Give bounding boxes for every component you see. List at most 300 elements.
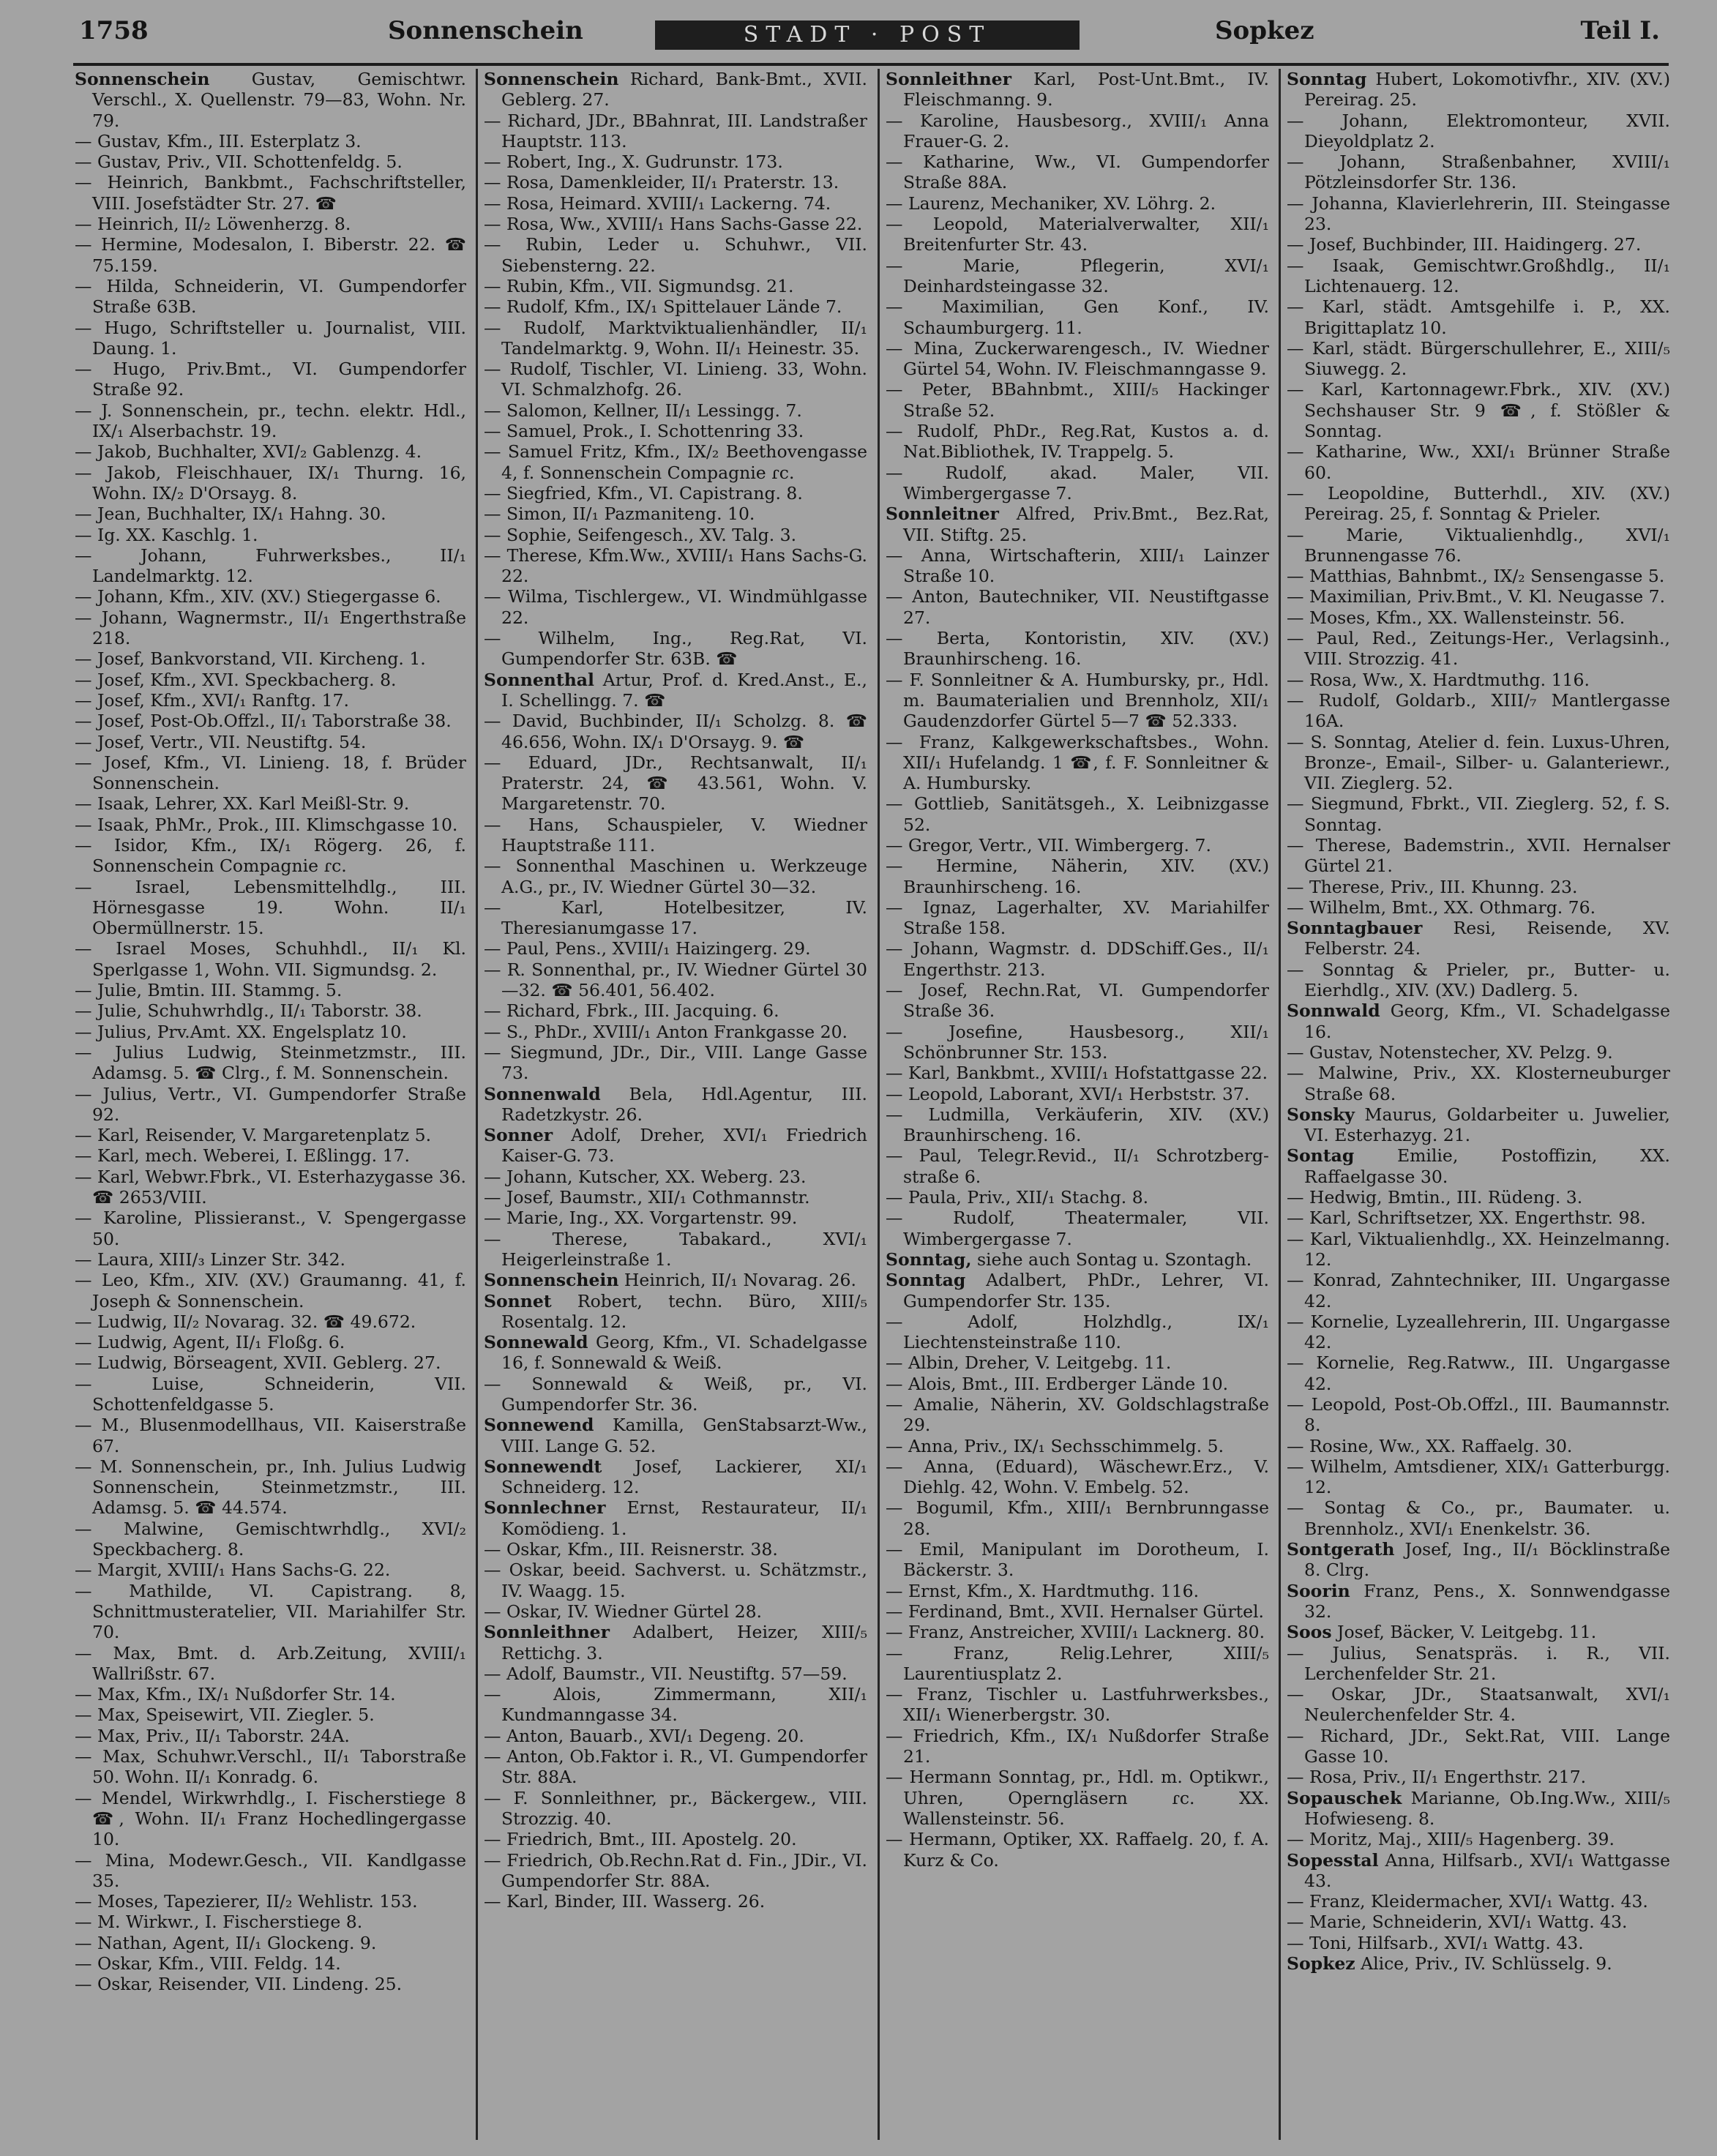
entry-text: — Matthias, Bahnbmt., IX/₂ Sensengasse 5. (1287, 566, 1665, 587)
directory-entry (484, 670, 867, 711)
entry-surname: Sonntag, (886, 1249, 972, 1270)
entry-surname: Sopauschek (1287, 1787, 1402, 1808)
entry-text: — Paul, Red., Zeitungs-Her., Verlagsinh., VIII. Strozzig. 41. (1287, 628, 1670, 670)
entry-text: — Margit, XVIII/₁ Hans Sachs-G. 22. (75, 1560, 391, 1581)
directory-entry (1287, 835, 1670, 877)
entry-text: — Anton, Ob.Faktor i. R., VI. Gumpendorfer Str. 88A. (484, 1746, 867, 1788)
directory-entry (75, 1684, 466, 1704)
entry-text: Josef, Ing., II/₁ Böcklinstraße 8. Clrg. (1304, 1539, 1670, 1581)
entry-surname: Sopesstal (1287, 1849, 1379, 1871)
directory-entry (484, 276, 867, 296)
directory-entry (1287, 586, 1670, 607)
directory-entry (75, 1456, 466, 1519)
directory-entry (886, 214, 1269, 255)
directory-entry (1287, 1063, 1670, 1104)
entry-text: — Josefine, Hausbesorg., XII/₁ Schönbrunner Str. 153. (886, 1021, 1269, 1063)
entry-text: — Sophie, Seifengesch., XV. Talg. 3. (484, 524, 797, 545)
directory-entry (886, 193, 1269, 214)
entry-text: — Karl, städt. Amtsgehilfe i. P., XX. Brigittaplatz 10. (1287, 296, 1670, 338)
entry-text: — Anton, Bauarb., XVI/₁ Degeng. 20. (484, 1725, 804, 1746)
entry-text: — Leopold, Post-Ob.Offzl., III. Baumannstr. 8. (1287, 1394, 1670, 1436)
directory-entry (1287, 255, 1670, 297)
entry-text: — Rubin, Leder u. Schuhwr., VII. Siebensterng. 22. (484, 234, 867, 276)
directory-entry (75, 1084, 466, 1126)
entry-text: — David, Buchbinder, II/₁ Scholzg. 8. ☎ 46.656, Wohn. IX/₁ D'Orsayg. 9. ☎ (484, 711, 867, 752)
entry-text: — Hermine, Modesalon, I. Biberstr. 22. ☎ 75.159. (75, 234, 466, 276)
directory-entry (75, 545, 466, 587)
directory-entry (1287, 1539, 1670, 1581)
directory-entry (886, 628, 1269, 670)
entry-text: — Israel Moses, Schuhhdl., II/₁ Kl. Sperlgasse 1, Wohn. VII. Sigmundsg. 2. (75, 938, 466, 980)
entry-text: — Franz, Relig.Lehrer, XIII/₅ Laurentiusplatz 2. (886, 1642, 1269, 1684)
entry-text: — Luise, Schneiderin, VII. Schottenfeldgasse 5. (75, 1373, 466, 1415)
entry-text: — Samuel Fritz, Kfm., IX/₂ Beethovengasse 4, f. Sonnenschein Compagnie ɾc. (484, 441, 867, 483)
entry-text: — Malwine, Gemischtwrhdlg., XVI/₂ Speckbacherg. 8. (75, 1518, 466, 1560)
entry-text: — Israel, Lebensmittelhdlg., III. Hörnesgasse 19. Wohn. II/₁ Obermüllnerstr. 15. (75, 876, 466, 939)
directory-entry (75, 234, 466, 276)
directory-entry (75, 1746, 466, 1788)
directory-entry (75, 172, 466, 214)
directory-entry (886, 1208, 1269, 1249)
entry-text: — Wilhelm, Bmt., XX. Othmarg. 76. (1287, 897, 1596, 918)
directory-entry (1287, 1643, 1670, 1685)
directory-entry (1287, 1891, 1670, 1912)
entry-text: — Rosa, Priv., II/₁ Engerthstr. 217. (1287, 1767, 1587, 1788)
section-banner: STADT · POST (655, 20, 1080, 50)
directory-entry (484, 1663, 867, 1684)
directory-entry (484, 1850, 867, 1892)
entry-text: — Hilda, Schneiderin, VI. Gumpendorfer Straße 63B. (75, 275, 466, 318)
entry-text: — Julius, Prv.Amt. XX. Engelsplatz 10. (75, 1021, 407, 1042)
entry-text: — Karl, Kartonnagewr.Fbrk., XIV. (XV.) Sechshauser Str. 9 ☎, f. Stößler & Sonntag. (1287, 379, 1670, 442)
directory-entry (886, 1456, 1269, 1498)
entry-text: — Adolf, Baumstr., VII. Neustiftg. 57—59. (484, 1663, 848, 1684)
entry-text: Josef, Lackierer, XI/₁ Schneiderg. 12. (501, 1456, 867, 1498)
entry-text: — Sontag & Co., pr., Baumater. u. Brennholz., XVI/₁ Enenkelstr. 36. (1287, 1497, 1670, 1539)
entry-text: — Ignaz, Lagerhalter, XV. Mariahilfer Straße 158. (886, 897, 1269, 939)
entry-text: — Ig. XX. Kaschlg. 1. (75, 524, 258, 545)
entry-text: — F. Sonnleitner & A. Humbursky, pr., Hdl. m. Baumaterialien und Brennholz, XII/₁ Gaudenzdorfer Gürtel 5—7 ☎ 52.333. (886, 669, 1269, 732)
entry-surname: Sonnet (484, 1290, 552, 1311)
entry-text: — Richard, JDr., Sekt.Rat, VIII. Lange Gasse 10. (1287, 1725, 1670, 1767)
directory-entry (484, 1415, 867, 1456)
entry-text: — Josef, Vertr., VII. Neustiftg. 54. (75, 731, 367, 752)
entry-text: — Gregor, Vertr., VII. Wimbergerg. 7. (886, 834, 1211, 856)
entry-text: — Friedrich, Ob.Rechn.Rat d. Fin., JDir., VI. Gumpendorfer Str. 88A. (484, 1849, 867, 1891)
entry-text: — Isaak, Lehrer, XX. Karl Meißl-Str. 9. (75, 793, 410, 815)
entry-text: Adalbert, Heizer, XIII/₅ Rettichg. 3. (501, 1622, 867, 1663)
entry-surname: Sonnenwald (484, 1083, 601, 1104)
entry-text: Heinrich, II/₁ Novarag. 26. (618, 1270, 856, 1291)
entry-text: — Wilhelm, Amtsdiener, XIX/₁ Gatterburgg. 12. (1287, 1456, 1670, 1498)
entry-text: — Rosa, Ww., XVIII/₁ Hans Sachs-Gasse 22. (484, 214, 863, 235)
entry-text: Georg, Kfm., VI. Schadelgasse 16, f. Sonnewald & Weiß. (501, 1332, 867, 1374)
directory-entry (484, 1829, 867, 1849)
entry-text: — Johann, Wagnermstr., II/₁ Engerthstraße 218. (75, 607, 466, 649)
directory-entry (1287, 1933, 1670, 1953)
directory-entry (1287, 690, 1670, 732)
entry-text: — F. Sonnleithner, pr., Bäckergew., VIII. Strozzig. 40. (484, 1787, 867, 1829)
part-label: Teil I. (1580, 16, 1660, 45)
entry-text: — Julie, Schuhwrhdlg., II/₁ Taborstr. 38. (75, 1000, 422, 1022)
entry-text: — S., PhDr., XVIII/₁ Anton Frankgasse 20. (484, 1021, 848, 1042)
entry-text: — Moritz, Maj., XIII/₅ Hagenberg. 39. (1287, 1829, 1615, 1850)
entry-surname: Sonnenthal (484, 669, 594, 690)
directory-entry (1287, 732, 1670, 794)
directory-entry (484, 1726, 867, 1746)
entry-text: Kamilla, GenStabsarzt-Ww., VIII. Lange G. 52. (501, 1415, 867, 1456)
entry-text: — Josef, Kfm., XVI/₁ Ranftg. 17. (75, 689, 349, 711)
entry-text: — Josef, Kfm., XVI. Speckbacherg. 8. (75, 669, 397, 690)
directory-entry (75, 1891, 466, 1912)
directory-entry (1287, 1270, 1670, 1311)
directory-entry (484, 69, 867, 111)
directory-entry (484, 483, 867, 504)
directory-entry (75, 1000, 466, 1021)
directory-entry (1287, 1829, 1670, 1849)
directory-entry (75, 980, 466, 1000)
entry-text: — Max, Schuhwr.Verschl., II/₁ Taborstraße 50. Wohn. II/₁ Konradg. 6. (75, 1746, 466, 1788)
directory-entry (75, 276, 466, 318)
directory-entry (886, 379, 1269, 421)
directory-entry (75, 1415, 466, 1456)
directory-entry (886, 1063, 1269, 1083)
entry-text: — Leopoldine, Butterhdl., XIV. (XV.) Pereirag. 25, f. Sonntag & Prieler. (1287, 482, 1670, 525)
directory-entry (484, 1891, 867, 1912)
directory-entry (75, 835, 466, 877)
entry-text: — M., Blusenmodellhaus, VII. Kaiserstraße 67. (75, 1415, 466, 1456)
directory-entry (75, 1249, 466, 1270)
directory-entry (75, 359, 466, 400)
directory-entry (484, 214, 867, 234)
entry-text: — Karl, Schriftsetzer, XX. Engerthstr. 98. (1287, 1208, 1646, 1229)
entry-text: — Malwine, Priv., XX. Klosterneuburger Straße 68. (1287, 1063, 1670, 1104)
entry-text: — Rudolf, Kfm., IX/₁ Spittelauer Lände 7. (484, 296, 842, 318)
directory-entry (484, 586, 867, 628)
directory-entry (484, 1084, 867, 1126)
directory-entry (1287, 1581, 1670, 1622)
entry-text: — Karl, Binder, III. Wasserg. 26. (484, 1891, 766, 1912)
directory-entry (484, 897, 867, 939)
entry-text: Alice, Priv., IV. Schlüsselg. 9. (1355, 1953, 1612, 1975)
directory-entry (1287, 151, 1670, 193)
entry-text: — Bogumil, Kfm., XIII/₁ Bernbrunngasse 28. (886, 1497, 1269, 1539)
entry-text: — Heinrich, II/₂ Löwenherzg. 8. (75, 214, 351, 235)
directory-entry (484, 1539, 867, 1560)
directory-entry (1287, 483, 1670, 525)
directory-entry (75, 1311, 466, 1332)
entry-text: — Johann, Elektromonteur, XVII. Dieyoldplatz 2. (1287, 110, 1670, 151)
directory-entry (886, 1643, 1269, 1685)
entry-text: Robert, techn. Büro, XIII/₅ Rosentalg. 12. (501, 1290, 867, 1332)
directory-entry (484, 1497, 867, 1539)
entry-text: — Gustav, Priv., VII. Schottenfeldg. 5. (75, 151, 403, 173)
entry-text: — Rudolf, akad. Maler, VII. Wimbergergasse 7. (886, 462, 1269, 504)
entry-surname: Soorin (1287, 1580, 1350, 1601)
entry-text: — Rudolf, Marktviktualienhändler, II/₁ Tandelmarktg. 9, Wohn. II/₁ Heinestr. 35. (484, 317, 867, 359)
entry-text: — Sonntag & Prieler, pr., Butter- u. Eierhdlg., XIV. (XV.) Dadlerg. 5. (1287, 959, 1670, 1001)
directory-entry (886, 1436, 1269, 1456)
directory-entry (886, 1684, 1269, 1726)
directory-entry (1287, 1208, 1670, 1228)
entry-text: — Anna, (Eduard), Wäschewr.Erz., V. Diehlg. 42, Wohn. V. Embelg. 52. (886, 1456, 1269, 1498)
entry-text: Anna, Hilfsarb., XVI/₁ Wattgasse 43. (1304, 1849, 1670, 1891)
entry-text: Alfred, Priv.Bmt., Bez.Rat, VII. Stiftg. 25. (903, 504, 1269, 545)
page-header (0, 0, 1717, 61)
directory-entry (75, 1270, 466, 1311)
entry-text: — Anton, Bautechniker, VII. Neustiftgasse 27. (886, 586, 1269, 628)
entry-text: — Mathilde, VI. Capistrang. 8, Schnittmusteratelier, VII. Mariahilfer Str. 70. (75, 1580, 466, 1643)
entry-text: — Friedrich, Bmt., III. Apostelg. 20. (484, 1829, 797, 1850)
directory-entry (75, 1208, 466, 1249)
directory-entry (886, 793, 1269, 835)
directory-entry (1287, 1394, 1670, 1436)
directory-entry (886, 1622, 1269, 1642)
directory-entry (484, 1167, 867, 1187)
entry-text: — Marie, Viktualienhdlg., XVI/₁ Brunnengasse 76. (1287, 524, 1670, 566)
entry-text: — Laura, XIII/₃ Linzer Str. 342. (75, 1249, 345, 1270)
entry-surname: Sopkez (1287, 1953, 1355, 1975)
entry-text: Adalbert, PhDr., Lehrer, VI. Gumpendorfer Str. 135. (903, 1270, 1269, 1311)
entry-text: — Gustav, Kfm., III. Esterplatz 3. (75, 130, 362, 151)
directory-entry (886, 463, 1269, 504)
entry-text: — Eduard, JDr., Rechtsanwalt, II/₁ Praterstr. 24, ☎ 43.561, Wohn. V. Margaretenstr. 70. (484, 752, 867, 815)
entry-text: — Oskar, IV. Wiedner Gürtel 28. (484, 1601, 763, 1622)
directory-entry (75, 400, 466, 442)
directory-entry (886, 1829, 1269, 1871)
entry-text: — Franz, Anstreicher, XVIII/₁ Lacknerg. 80. (886, 1622, 1265, 1643)
entry-text: — Hans, Schauspieler, V. Wiedner Hauptstraße 111. (484, 814, 867, 856)
entry-text: — Isidor, Kfm., IX/₁ Rögerg. 26, f. Sonnenschein Compagnie ɾc. (75, 834, 466, 877)
entry-text: — Alois, Bmt., III. Erdberger Lände 10. (886, 1373, 1229, 1394)
entry-text: Resi, Reisende, XV. Felberstr. 24. (1304, 918, 1670, 959)
entry-text: — Max, Priv., II/₁ Taborstr. 24A. (75, 1725, 350, 1746)
entry-text: — Rudolf, Theatermaler, VII. Wimbergergasse 7. (886, 1208, 1269, 1249)
directory-entry (484, 1456, 867, 1498)
directory-entry (886, 504, 1269, 545)
directory-entry (484, 1374, 867, 1415)
directory-entry (1287, 918, 1670, 959)
entry-text: — Max, Bmt. d. Arb.Zeitung, XVIII/₁ Wallrißstr. 67. (75, 1642, 466, 1684)
directory-entry (1287, 959, 1670, 1001)
entry-text: — Therese, Priv., III. Khunng. 23. (1287, 876, 1578, 897)
entry-text: — Adolf, Holzhdlg., IX/₁ Liechtensteinstraße 110. (886, 1311, 1269, 1353)
directory-entry (484, 1746, 867, 1788)
directory-entry (484, 111, 867, 152)
entry-text: — Rudolf, Tischler, VI. Linieng. 33, Wohn. VI. Schmalzhofg. 26. (484, 359, 867, 400)
directory-entry (75, 318, 466, 359)
entry-surname: Sonnleithner (484, 1622, 610, 1643)
directory-entry (1287, 1850, 1670, 1892)
entry-text: — Robert, Ing., X. Gudrunstr. 173. (484, 151, 783, 173)
directory-entry (75, 1145, 466, 1166)
directory-entry (886, 111, 1269, 152)
directory-entry (484, 525, 867, 545)
entry-text: — Josef, Rechn.Rat, VI. Gumpendorfer Straße 36. (886, 980, 1269, 1022)
directory-entry (484, 504, 867, 524)
entry-text: — Siegfried, Kfm., VI. Capistrang. 8. (484, 482, 803, 504)
entry-text: — Josef, Post-Ob.Offzl., II/₁ Taborstraße 38. (75, 711, 452, 732)
entry-text: Ernst, Restaurateur, II/₁ Komödieng. 1. (501, 1497, 867, 1539)
directory-entry (484, 421, 867, 441)
entry-text: — Amalie, Näherin, XV. Goldschlagstraße 29. (886, 1394, 1269, 1436)
entry-text: — Jakob, Buchhalter, XVI/₂ Gablenzg. 4. (75, 441, 422, 463)
directory-entry (886, 1022, 1269, 1063)
entry-text: Franz, Pens., X. Sonnwendgasse 32. (1304, 1580, 1670, 1622)
directory-entry (1287, 1352, 1670, 1394)
entry-text: siehe auch Sontag u. Szontagh. (971, 1249, 1252, 1270)
directory-entry (886, 545, 1269, 587)
directory-entry (484, 815, 867, 856)
entry-surname: Sonntagbauer (1287, 918, 1423, 939)
directory-entry (75, 1581, 466, 1643)
directory-entry (1287, 1726, 1670, 1767)
entry-text: — Paul, Pens., XVIII/₁ Haizingerg. 29. (484, 938, 811, 959)
directory-entry (75, 1643, 466, 1685)
entry-text: — Leo, Kfm., XIV. (XV.) Graumanng. 41, f. Joseph & Sonnenschein. (75, 1270, 466, 1311)
directory-entry (484, 1622, 867, 1663)
directory-entry (1287, 628, 1670, 670)
directory-entry (1287, 1497, 1670, 1539)
directory-entry (1287, 1145, 1670, 1187)
column-2 (476, 69, 867, 2140)
entry-text: — Mina, Modewr.Gesch., VII. Kandlgasse 35. (75, 1849, 466, 1891)
directory-entry (75, 1953, 466, 1974)
directory-entry (1287, 441, 1670, 483)
entry-text: Marianne, Ob.Ing.Ww., XIII/₅ Hofwieseng. 8. (1304, 1787, 1670, 1829)
entry-surname: Sonnlechner (484, 1497, 606, 1519)
directory-entry (886, 1726, 1269, 1767)
entry-text: — Karl, Hotelbesitzer, IV. Theresianumgasse 17. (484, 897, 867, 939)
directory-entry (484, 1788, 867, 1830)
directory-entry (886, 1767, 1269, 1829)
directory-entry (75, 1933, 466, 1953)
entry-text: — Jakob, Fleischhauer, IX/₁ Thurng. 16, Wohn. IX/₂ D'Orsayg. 8. (75, 462, 466, 504)
directory-entry (1287, 1953, 1670, 1974)
entry-text: — Emil, Manipulant im Dorotheum, I. Bäckerstr. 3. (886, 1539, 1269, 1581)
directory-entry (886, 69, 1269, 111)
entry-surname: Soos (1287, 1622, 1332, 1643)
entry-text: Karl, Post-Unt.Bmt., IV. Fleischmanng. 9. (903, 69, 1269, 111)
entry-text: — Karl, Webwr.Fbrk., VI. Esterhazygasse 36. ☎ 2653/VIII. (75, 1166, 466, 1208)
entry-text: — Peter, BBahnbmt., XIII/₅ Hackinger Straße 52. (886, 379, 1269, 421)
entry-text: — Oskar, Kfm., VIII. Feldg. 14. (75, 1953, 341, 1975)
directory-entry (75, 938, 466, 980)
entry-text: — Moses, Kfm., XX. Wallensteinstr. 56. (1287, 607, 1626, 628)
entry-text: — Josef, Bankvorstand, VII. Kircheng. 1. (75, 648, 426, 670)
directory-entry (75, 214, 466, 234)
entry-text: — Ludwig, II/₂ Novarag. 32. ☎ 49.672. (75, 1311, 416, 1332)
directory-entry (75, 1850, 466, 1892)
directory-entry (484, 400, 867, 421)
directory-entry (75, 815, 466, 835)
directory-entry (75, 525, 466, 545)
directory-entry (484, 1270, 867, 1290)
entry-text: — Katharine, Ww., XXI/₁ Brünner Straße 60. (1287, 441, 1670, 483)
directory-entry (75, 1974, 466, 1994)
entry-text: — Anna, Wirtschafterin, XIII/₁ Lainzer Straße 10. (886, 544, 1269, 587)
directory-entry (484, 1125, 867, 1167)
directory-entry (75, 1352, 466, 1373)
entry-text: — Rosa, Heimard. XVIII/₁ Lackerng. 74. (484, 192, 831, 214)
directory-entry (75, 793, 466, 814)
directory-entry (1287, 1042, 1670, 1063)
entry-text: — Hedwig, Bmtin., III. Rüdeng. 3. (1287, 1187, 1583, 1208)
directory-entry (75, 1726, 466, 1746)
entry-text: — Richard, JDr., BBahnrat, III. Landstraßer Hauptstr. 113. (484, 110, 867, 151)
entry-text: — Wilma, Tischlergew., VI. Windmühlgasse 22. (484, 586, 867, 628)
entry-text: — Katharine, Ww., VI. Gumpendorfer Straße 88A. (886, 151, 1269, 193)
entry-text: — Therese, Bademstrin., XVII. Hernalser Gürtel 21. (1287, 834, 1670, 877)
entry-text: — Hermann Sonntag, pr., Hdl. m. Optikwr., Uhren, Operngläsern ɾc. XX. Wallensteinstr. 56. (886, 1767, 1269, 1829)
directory-entry (75, 441, 466, 462)
entry-text: — Leopold, Laborant, XVI/₁ Herbststr. 37. (886, 1083, 1250, 1104)
entry-text: Gustav, Gemischtwr. Verschl., X. Quellenstr. 79—83, Wohn. Nr. 79. (92, 69, 466, 131)
entry-text: — Johann, Straßenbahner, XVIII/₁ Pötzleinsdorfer Str. 136. (1287, 151, 1670, 193)
entry-text: — Ferdinand, Bmt., XVII. Hernalser Gürtel. (886, 1601, 1265, 1622)
directory-entry (1287, 1000, 1670, 1042)
column-3 (878, 69, 1269, 2140)
entry-text: — Ludwig, Agent, II/₁ Floßg. 6. (75, 1332, 345, 1353)
entry-text: — Friedrich, Kfm., IX/₁ Nußdorfer Straße 21. (886, 1725, 1269, 1767)
entry-text: — Moses, Tapezierer, II/₂ Wehlistr. 153. (75, 1891, 418, 1912)
entry-text: — Rudolf, PhDr., Reg.Rat, Kustos a. d. Nat.Bibliothek, IV. Trappelg. 5. (886, 421, 1269, 463)
directory-entry (1287, 525, 1670, 566)
directory-entry (484, 234, 867, 276)
page-number: 1758 (79, 16, 149, 45)
entry-text: — Hugo, Schriftsteller u. Journalist, VIII. Daung. 1. (75, 317, 466, 359)
entry-text: Richard, Bank-Bmt., XVII. Geblerg. 27. (501, 69, 867, 111)
entry-text: — Nathan, Agent, II/₁ Glockeng. 9. (75, 1932, 377, 1953)
directory-entry (1287, 1456, 1670, 1498)
entry-text: Adolf, Dreher, XVI/₁ Friedrich Kaiser-G. 73. (501, 1125, 867, 1167)
directory-entry (75, 504, 466, 524)
entry-text: — Salomon, Kellner, II/₁ Lessingg. 7. (484, 400, 802, 421)
directory-entry (1287, 566, 1670, 586)
entry-text: — Max, Kfm., IX/₁ Nußdorfer Str. 14. (75, 1684, 396, 1705)
entry-text: — Maximilian, Gen Konf., IV. Schaumburgerg. 11. (886, 296, 1269, 338)
directory-entry (1287, 877, 1670, 897)
entry-text: — Karoline, Plissieranst., V. Spengergasse 50. (75, 1208, 466, 1249)
directory-entry (886, 1145, 1269, 1187)
entry-text: — Ludmilla, Verkäuferin, XIV. (XV.) Braunhirscheng. 16. (886, 1104, 1269, 1146)
entry-text: — Julius, Senatspräs. i. R., VII. Lerchenfelder Str. 21. (1287, 1642, 1670, 1684)
entry-text: — Oskar, Kfm., III. Reisnerstr. 38. (484, 1539, 778, 1560)
directory-entry (484, 752, 867, 815)
directory-entry (1287, 1912, 1670, 1932)
directory-entry (1287, 338, 1670, 380)
directory-entry (1287, 1311, 1670, 1353)
entry-text: — Karl, städt. Bürgerschullehrer, E., XIII/₅ Siuwegg. 2. (1287, 337, 1670, 380)
entry-surname: Sontgerath (1287, 1539, 1395, 1560)
entry-text: — Josef, Kfm., VI. Linieng. 18, f. Brüder Sonnenschein. (75, 752, 466, 794)
directory-entry (886, 1394, 1269, 1436)
entry-text: Artur, Prof. d. Kred.Anst., E., I. Schellingg. 7. ☎ (501, 669, 867, 711)
directory-entry (484, 628, 867, 670)
directory-entry (75, 151, 466, 172)
entry-text: — Leopold, Materialverwalter, XII/₁ Breitenfurter Str. 43. (886, 214, 1269, 255)
entry-text: — Rosine, Ww., XX. Raffaelg. 30. (1287, 1435, 1573, 1456)
directory-entry (75, 648, 466, 669)
entry-text: — Albin, Dreher, V. Leitgebg. 11. (886, 1352, 1172, 1374)
directory-entry (886, 296, 1269, 338)
entry-text: — Mina, Zuckerwarengesch., IV. Wiedner Gürtel 54, Wohn. IV. Fleischmanngasse 9. (886, 337, 1269, 380)
directory-entry (75, 1912, 466, 1932)
directory-entry (484, 711, 867, 752)
entry-text: — Laurenz, Mechaniker, XV. Löhrg. 2. (886, 192, 1216, 214)
directory-entry (1287, 793, 1670, 835)
directory-entry (75, 1519, 466, 1560)
